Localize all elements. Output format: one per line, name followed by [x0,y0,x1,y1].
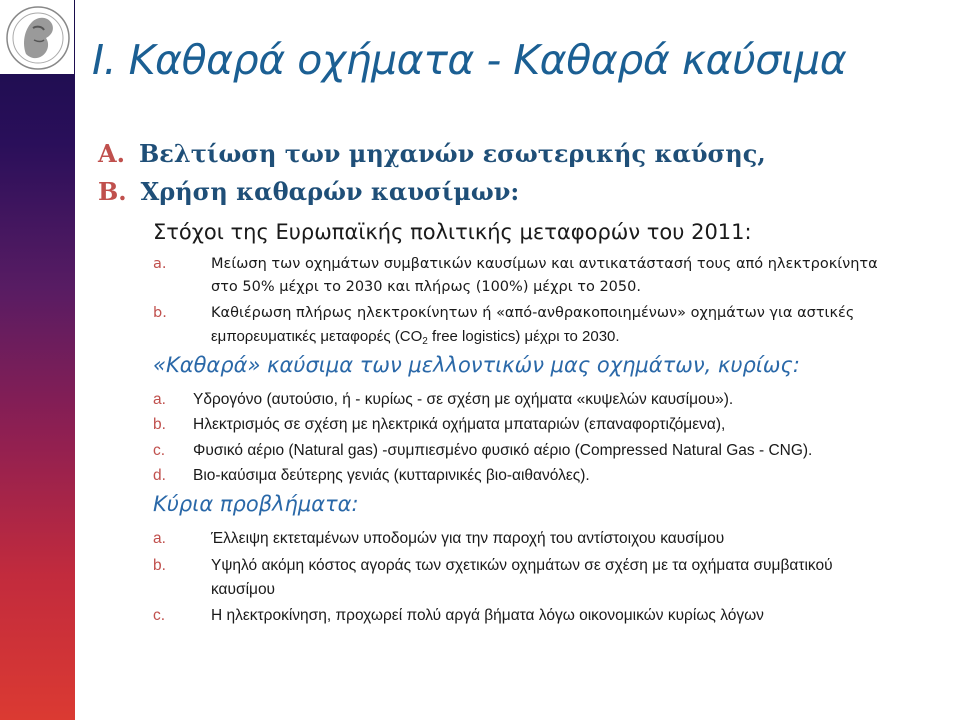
heading-b-text: Χρήση καθαρών καυσίμων: [140,177,520,206]
goal-line-pre: εμπορευματικές μεταφορές (CO [211,328,423,345]
fuel-text: Υδρογόνο (αυτούσιο, ή - κυρίως - σε σχέση με οχήματα «κυψελών καυσίμου»). [193,391,734,408]
fuel-marker: a. [153,391,166,408]
problem-text: Η ηλεκτροκίνηση, προχωρεί πολύ αργά βήματα λόγω οικονομικών κυρίως λόγων [211,607,764,624]
heading-a [98,139,766,168]
problem-text: Υψηλό ακόμη κόστος αγοράς των σχετικών οχημάτων σε σχέση με τα οχήματα συμβατικού [211,557,833,574]
problem-marker: b. [153,557,166,574]
fuel-text: Βιο-καύσιμα δεύτερης γενιάς (κυτταρινικές βιο-αιθανόλες). [193,467,590,484]
goal-item-continuation [211,325,620,353]
decorative-sidebar [0,0,75,720]
fuels-heading: «Καθαρά» καύσιμα των μελλοντικών μας οχημάτων, κυρίως: [153,353,800,377]
problem-text: καυσίμου [211,581,276,598]
goal-marker: a. [153,256,167,272]
goal-line-subscript: 2 [422,336,428,347]
problems-heading: Κύρια προβλήματα: [153,492,359,516]
fuel-text: Ηλεκτρισμός σε σχέση με ηλεκτρικά οχήματα μπαταριών (επαναφορτιζόμενα), [193,416,726,433]
fuel-marker: d. [153,467,166,484]
goal-line: στο 50% μέχρι το 2030 και πλήρως (100%) μέχρι το 2050. [211,279,641,295]
problem-marker: c. [153,607,166,624]
problem-marker: a. [153,530,166,547]
heading-a-marker: A. [98,139,125,168]
heading-a-text: Βελτίωση των μηχανών εσωτερικής καύσης, [138,139,766,168]
goal-item-continuation [211,276,641,299]
fuel-text: Φυσικό αέριο (Natural gas) -συμπιεσμένο φυσικό αέριο (Compressed Natural Gas - CNG). [193,442,813,459]
slide-title: I. Καθαρά οχήματα - Καθαρά καύσιμα [92,36,847,84]
fuel-marker: c. [153,442,166,459]
fuel-marker: b. [153,416,166,433]
goal-line: Μείωση των οχημάτων συμβατικών καυσίμων και αντικατάστασή τους από ηλεκτροκίνητα [211,256,878,272]
goal-line: Καθιέρωση πλήρως ηλεκτροκίνητων ή «από-ανθρακοποιημένων» οχημάτων για αστικές [211,305,855,321]
problem-text: Έλλειψη εκτεταμένων υποδομών για την παροχή του αντίστοιχου καυσίμου [211,530,725,547]
heading-b-marker: B. [98,177,127,206]
goal-marker: b. [153,305,167,321]
heading-b [98,177,519,206]
problem-item-continuation [211,578,275,601]
ntua-seal-icon [0,0,74,74]
goals-heading: Στόχοι της Ευρωπαϊκής πολιτικής μεταφορών του 2011: [153,220,752,244]
goal-line-post: free logistics) μέχρι το 2030. [427,328,620,345]
